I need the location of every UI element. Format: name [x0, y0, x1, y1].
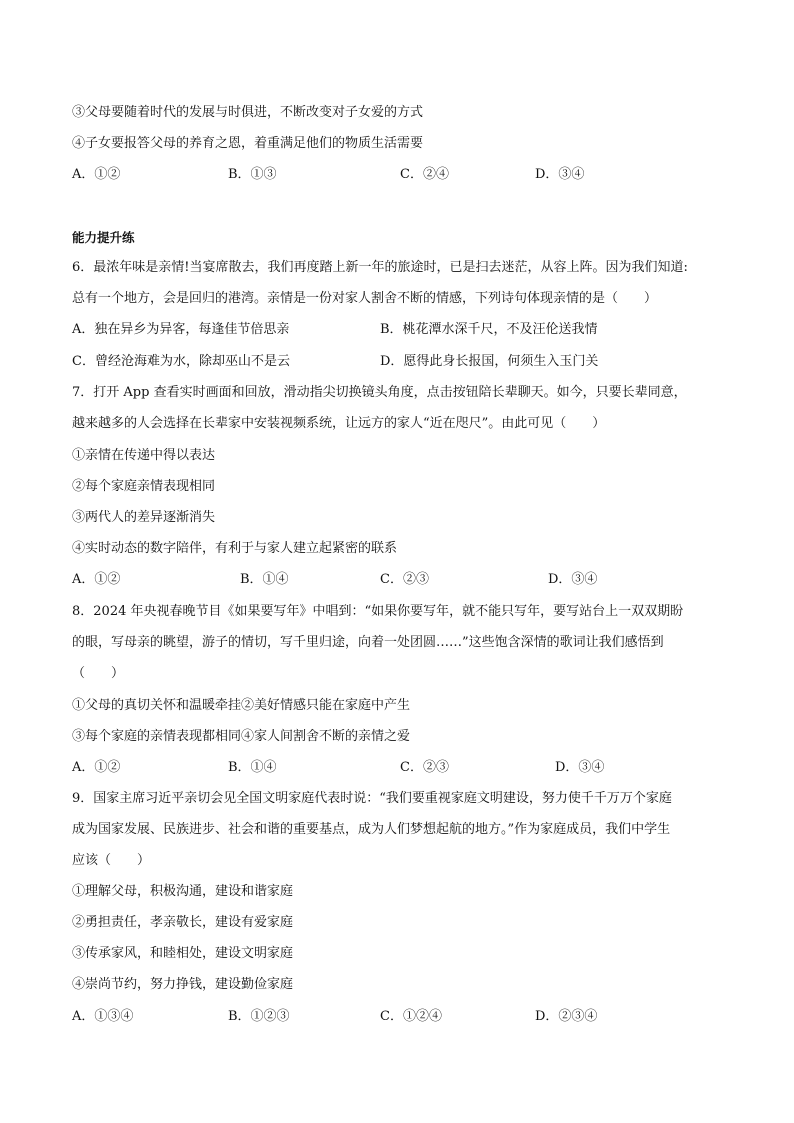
q6-option-c: C．曾经沧海难为水，除却巫山不是云 — [72, 354, 290, 369]
option-a: A．①② — [72, 167, 121, 182]
q7-option-b: B．①④ — [240, 572, 289, 587]
question-7-line-1: 7．打开 App 查看实时画面和回放，滑动指尖切换镜头角度，点击按钮陪长辈聊天。如今，只要长辈同意， — [72, 385, 687, 400]
statement-4: ④子女要报答父母的养育之恩，着重满足他们的物质生活需要 — [72, 136, 424, 151]
q9-option-d: D．②③④ — [535, 1009, 598, 1024]
question-7-line-2: 越来越多的人会选择在长辈家中安装视频系统，让远方的家人“近在咫尺”。由此可见（ ） — [72, 416, 606, 431]
q8-option-b: B．①④ — [228, 760, 277, 775]
option-b: B．①③ — [228, 167, 277, 182]
option-c: C．②④ — [400, 167, 449, 182]
question-8-line-2: 的眼，写母亲的眺望，游子的情切，写千里归途，向着一处团圆……”这些饱含深情的歌词让我们感悟到 — [72, 635, 664, 650]
question-6-line-2: 总有一个地方，会是回归的港湾。亲情是一份对家人割舍不断的情感，下列诗句体现亲情的是（ ） — [72, 291, 658, 306]
question-8-line-3: （ ） — [72, 666, 125, 681]
q7-option-a: A．①② — [72, 572, 121, 587]
q8-option-a: A．①② — [72, 760, 121, 775]
q9-option-a: A．①③④ — [72, 1009, 134, 1024]
question-6-line-1: 6．最浓年味是亲情!当宴席散去，我们再度踏上新一年的旅途时，已是扫去迷茫，从容上阵。因为我们知道: — [72, 260, 688, 275]
q7-statement-2: ②每个家庭亲情表现相同 — [72, 479, 216, 494]
q9-statement-3: ③传承家风，和睦相处，建设文明家庭 — [72, 946, 294, 961]
question-8-line-1: 8．2024 年央视春晚节目《如果要写年》中唱到：“如果你要写年，就不能只写年，要写站台上一双双期盼 — [72, 604, 684, 619]
q9-statement-2: ②勇担责任，孝亲敬长，建设有爱家庭 — [72, 915, 294, 930]
q9-statement-4: ④崇尚节约，努力挣钱，建设勤俭家庭 — [72, 977, 294, 992]
q9-option-b: B．①②③ — [228, 1009, 290, 1024]
q9-statement-1: ①理解父母，积极沟通，建设和谐家庭 — [72, 884, 294, 899]
q7-option-c: C．②③ — [380, 572, 429, 587]
option-d: D．③④ — [535, 167, 585, 182]
q7-option-d: D．③④ — [548, 572, 598, 587]
q7-statement-3: ③两代人的差异逐渐消失 — [72, 510, 216, 525]
section-heading: 能力提升练 — [72, 230, 135, 245]
q9-option-c: C．①②④ — [380, 1009, 442, 1024]
question-9-line-3: 应该（ ） — [72, 853, 151, 868]
q8-option-c: C．②③ — [400, 760, 449, 775]
statement-3: ③父母要随着时代的发展与时俱进，不断改变对子女爱的方式 — [72, 105, 424, 120]
q6-option-d: D．愿得此身长报国，何须生入玉门关 — [380, 354, 599, 369]
q8-option-d: D．③④ — [555, 760, 605, 775]
q7-statement-1: ①亲情在传递中得以表达 — [72, 448, 216, 463]
q6-option-a: A．独在异乡为异客，每逢佳节倍思亲 — [72, 322, 290, 337]
q6-option-b: B．桃花潭水深千尺，不及汪伦送我情 — [380, 322, 598, 337]
question-9-line-1: 9．国家主席习近平亲切会见全国文明家庭代表时说：“我们要重视家庭文明建设，努力使千千万万个家庭 — [72, 791, 672, 806]
q8-statements-3-4: ③每个家庭的亲情表现都相同④家人间割舍不断的亲情之爱 — [72, 729, 411, 744]
q7-statement-4: ④实时动态的数字陪伴，有利于与家人建立起紧密的联系 — [72, 541, 398, 556]
q8-statements-1-2: ①父母的真切关怀和温暖牵挂②美好情感只能在家庭中产生 — [72, 698, 411, 713]
question-9-line-2: 成为国家发展、民族进步、社会和谐的重要基点，成为人们梦想起航的地方。”作为家庭成员，我们中学生 — [72, 822, 671, 837]
